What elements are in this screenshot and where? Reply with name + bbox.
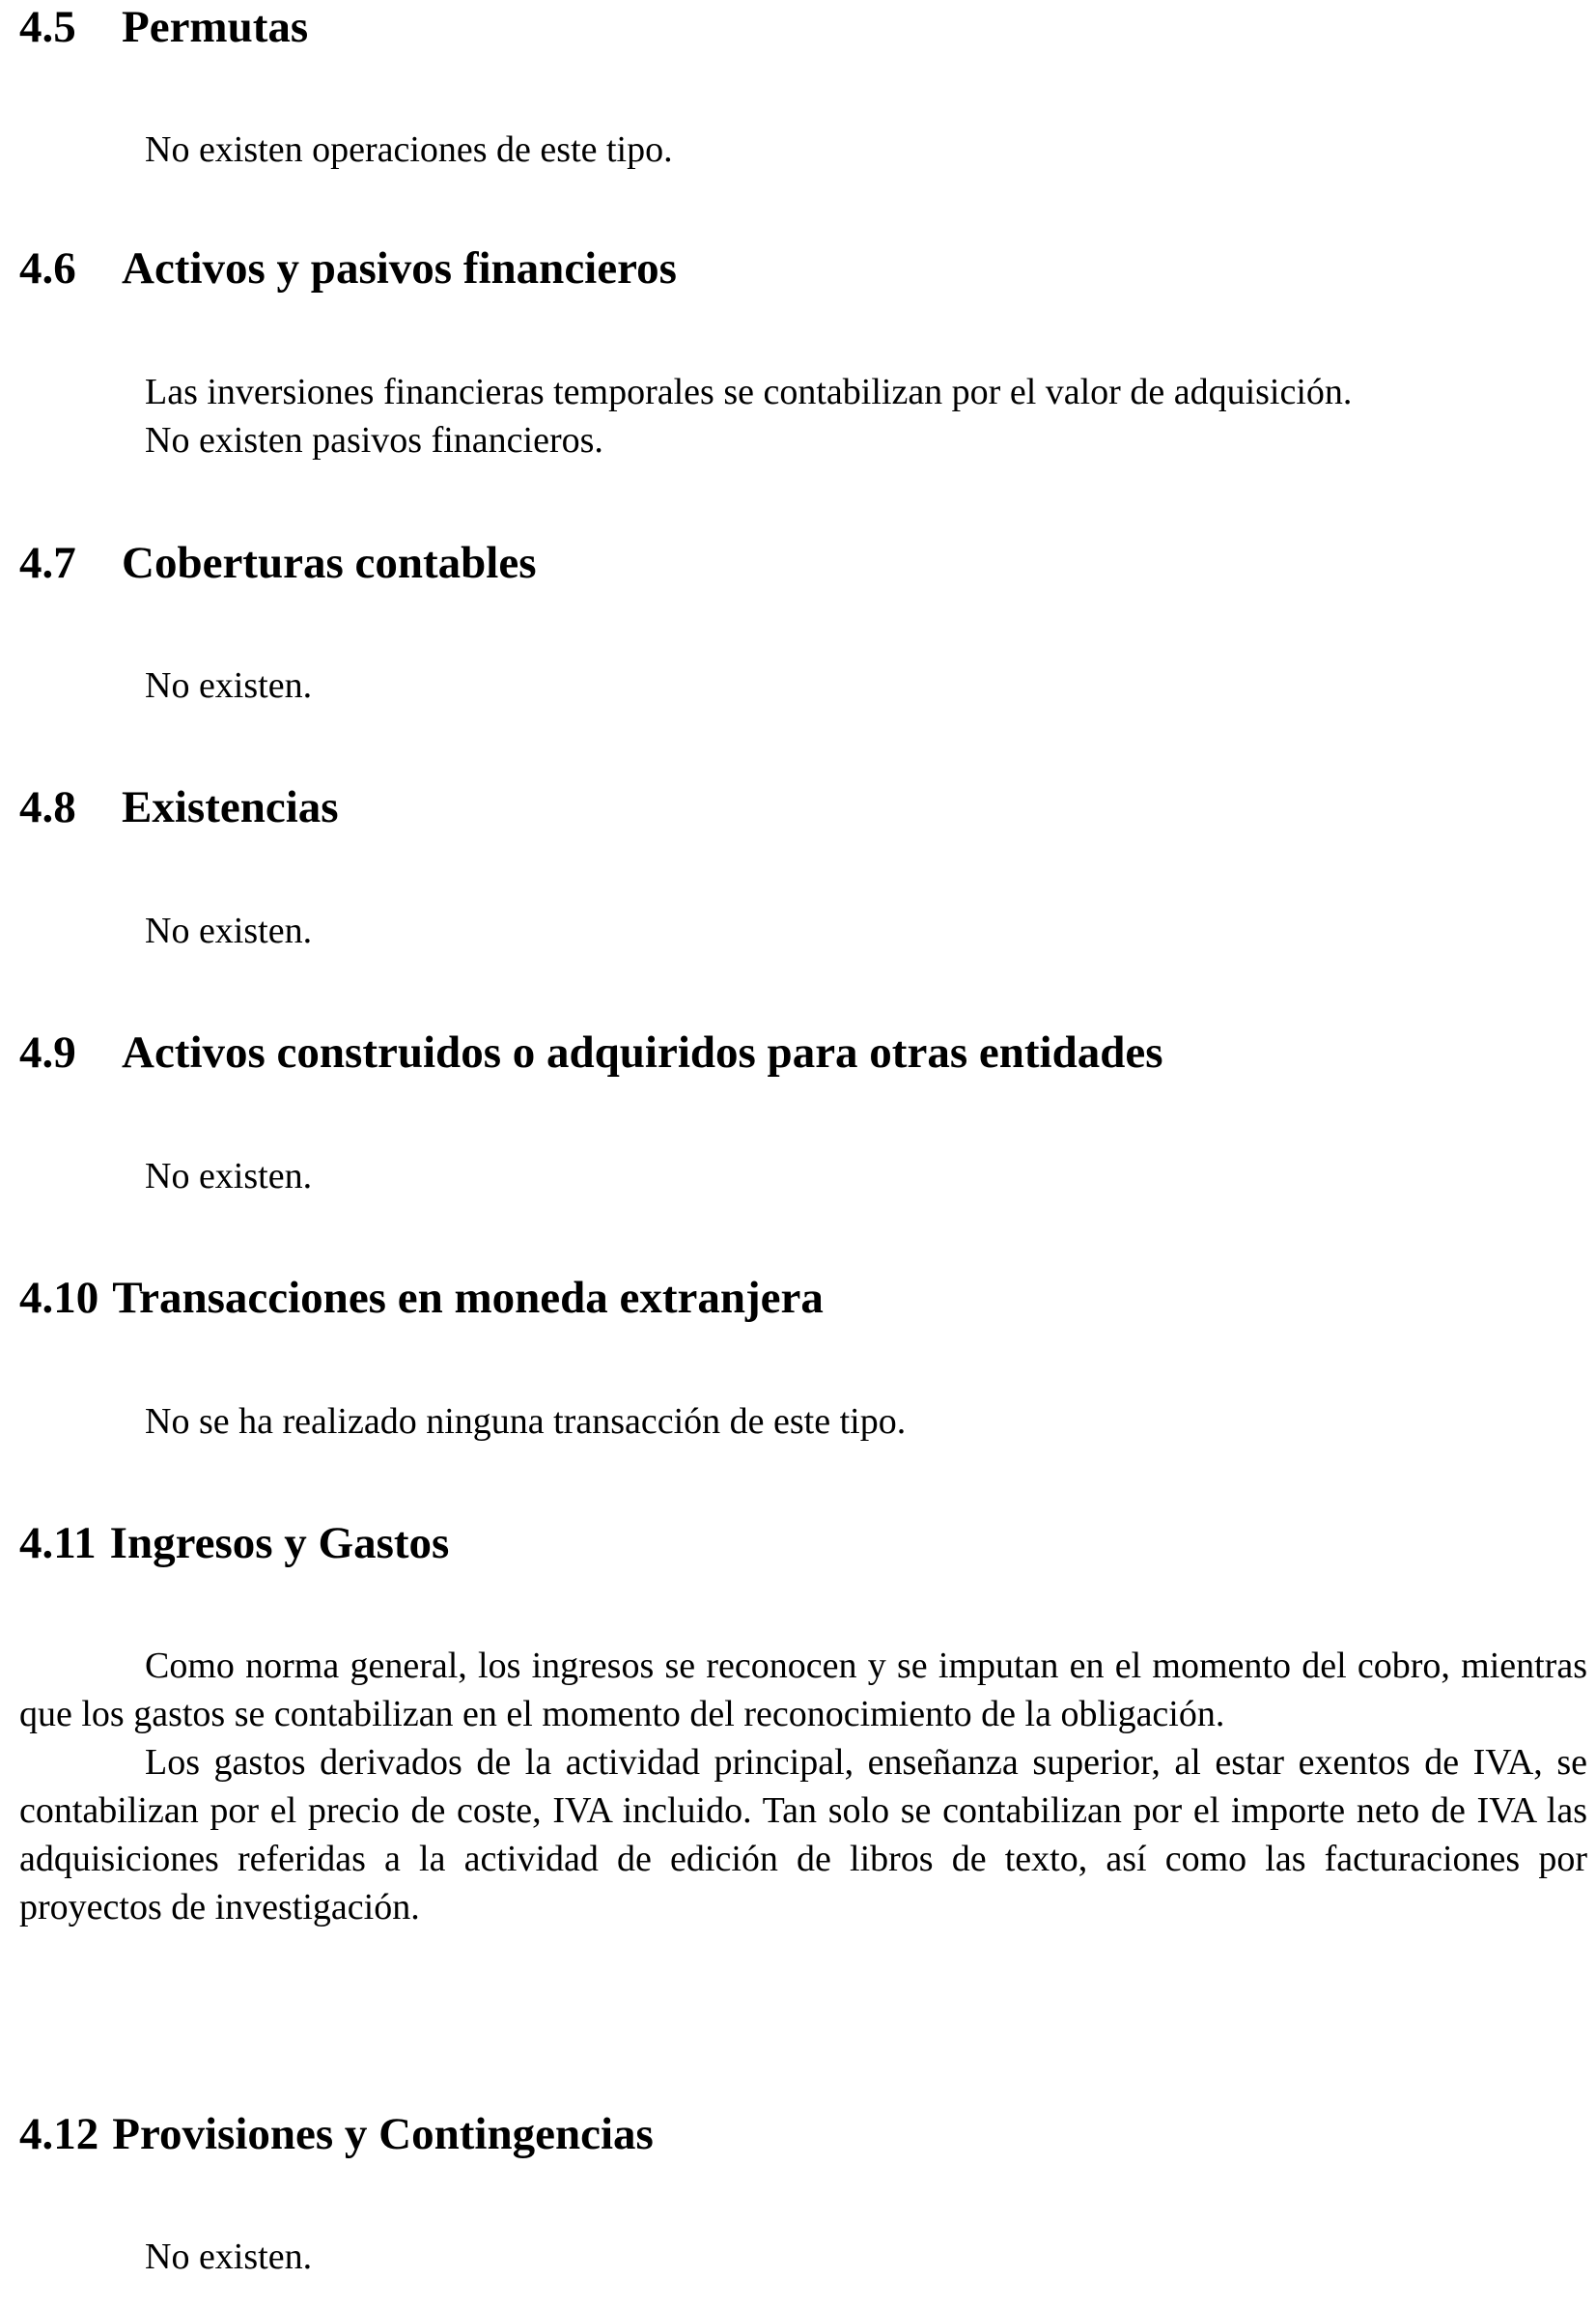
section-text: No existen. bbox=[145, 2237, 313, 2277]
paragraph: Como norma general, los ingresos se reconocen y se imputan en el momento del cobro, mientras que los gastos se contabilizan en el momento del reconocimiento de la obligación. bbox=[19, 1646, 1587, 1734]
section-text: Las inversiones financieras temporales se contabilizan por el valor de adquisición. bbox=[145, 372, 1353, 412]
section-text: No existen pasivos financieros. bbox=[145, 420, 603, 461]
section-heading bbox=[19, 2109, 654, 2159]
section-text: No existen. bbox=[145, 665, 313, 706]
section-number: 4.10 bbox=[19, 1273, 99, 1323]
section-text: No existen. bbox=[145, 911, 313, 951]
section-heading bbox=[19, 1027, 1163, 1078]
section-number: 4.12 bbox=[19, 2109, 99, 2159]
section-title: Transacciones en moneda extranjera bbox=[112, 1273, 824, 1323]
section-heading bbox=[19, 782, 339, 832]
section-heading bbox=[19, 2, 308, 52]
section-number: 4.5 bbox=[19, 2, 76, 52]
paragraph: Los gastos derivados de la actividad principal, enseñanza superior, al estar exentos de IVA, se contabilizan por el precio de coste, IVA incluido. Tan solo se contabilizan por el importe neto de IVA las adquisiciones referidas a la actividad de edición de libros de texto, así como las facturaciones por proyectos de investigación. bbox=[19, 1742, 1587, 1927]
section-number: 4.6 bbox=[19, 243, 76, 294]
section-title: Existencias bbox=[122, 782, 339, 832]
section-title: Ingresos y Gastos bbox=[109, 1518, 450, 1568]
section-heading bbox=[19, 243, 677, 294]
section-title: Activos y pasivos financieros bbox=[122, 243, 677, 294]
section-heading bbox=[19, 1518, 449, 1568]
section-title: Activos construidos o adquiridos para otras entidades bbox=[122, 1027, 1163, 1078]
section-number: 4.9 bbox=[19, 1027, 76, 1078]
section-number: 4.8 bbox=[19, 782, 76, 832]
section-number: 4.11 bbox=[19, 1518, 97, 1568]
section-body bbox=[19, 1642, 1587, 1931]
section-text: No existen operaciones de este tipo. bbox=[145, 129, 673, 170]
section-title: Permutas bbox=[122, 2, 309, 52]
section-text: No existen. bbox=[145, 1156, 313, 1196]
section-text: No se ha realizado ninguna transacción de este tipo. bbox=[145, 1401, 907, 1442]
section-title: Coberturas contables bbox=[122, 538, 537, 588]
section-number: 4.7 bbox=[19, 538, 76, 588]
section-heading bbox=[19, 1273, 824, 1323]
section-heading bbox=[19, 538, 537, 588]
section-title: Provisiones y Contingencias bbox=[112, 2109, 654, 2159]
